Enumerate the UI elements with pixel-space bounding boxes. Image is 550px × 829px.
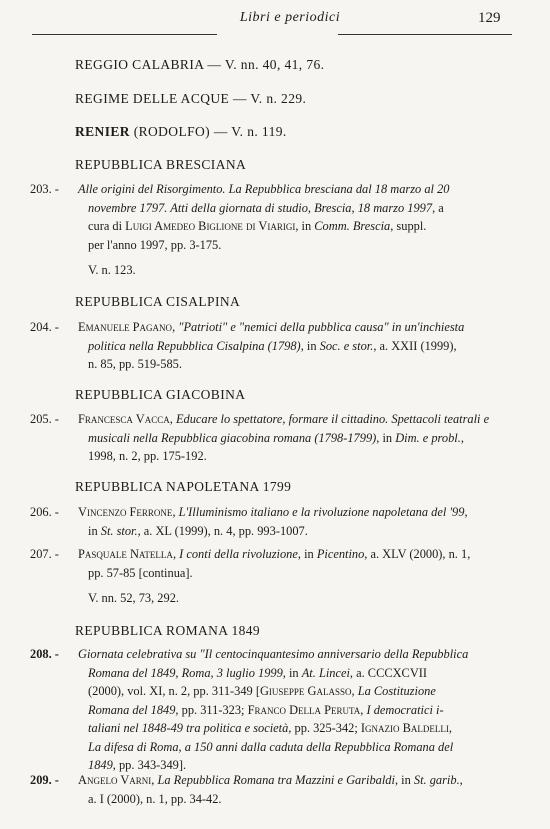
title-text: L'Illuminismo italiano e la rivoluzione napoletana del '99 [178, 505, 465, 519]
entry-number: 205. - [30, 412, 59, 426]
entry-text [78, 645, 508, 775]
entry-line [78, 564, 508, 583]
citation-text: , [464, 505, 468, 519]
citation-text: a. I (2000), n. 1, pp. 34-42. [88, 791, 222, 806]
entry-line [78, 682, 508, 701]
bibliography-entry [30, 503, 508, 540]
entry-number: 209. - [30, 773, 59, 787]
entry-line [78, 180, 508, 199]
title-text: La difesa di Roma, a 150 anni dalla caduta della Repubblica Romana del [88, 739, 454, 754]
author-name: Emanuele Pagano [78, 320, 173, 334]
page-number: 129 [478, 10, 501, 26]
entry-line [78, 545, 508, 564]
entry-text [78, 545, 508, 608]
entry-line [78, 199, 508, 218]
entry-line [78, 645, 508, 664]
header-rule-right [338, 34, 512, 35]
title-text: Dim. e probl. [395, 430, 461, 445]
title-text: Comm. Brescia [314, 219, 391, 233]
citation-text: , a. CCCXCVII [349, 665, 428, 680]
citation-text: , pp. 325-342; [288, 721, 361, 735]
author-name: Angelo Varni [78, 773, 152, 787]
citation-text: , in [376, 430, 396, 445]
entry-number: 207. - [30, 547, 59, 561]
entry-number: 206. - [30, 505, 59, 519]
entry-text [78, 771, 508, 808]
entry-line [78, 236, 508, 255]
crossref-term: REGIME DELLE ACQUE [75, 91, 230, 106]
section-heading: REPUBBLICA BRESCIANA [75, 157, 247, 172]
entry-number: 203. - [30, 182, 59, 196]
bibliography-entry [30, 771, 508, 808]
section-heading: REPUBBLICA CISALPINA [75, 294, 241, 309]
title-text: St. garib. [413, 773, 460, 787]
citation-text: , pp. 311-323; [175, 702, 248, 717]
citation-text: , [459, 773, 463, 787]
citation-text: , a. XL (1999), n. 4, pp. 993-1007. [137, 523, 308, 538]
citation-text: , [360, 702, 367, 717]
entry-line [78, 217, 508, 236]
citation-text: , in [282, 665, 302, 680]
title-text: La Costituzione [357, 684, 436, 698]
title-text: politica nella Repubblica Cisalpina (1798) [88, 338, 301, 353]
crossref-see: — V. nn. 40, 41, 76. [207, 57, 325, 72]
crossref-term: REGGIO CALABRIA [75, 57, 204, 72]
entry-line [78, 355, 508, 374]
citation-text: , [448, 721, 452, 735]
entry-text [78, 503, 508, 540]
entry-line [78, 522, 508, 541]
running-title: Libri e periodici [239, 10, 341, 25]
citation-text: in [88, 523, 101, 538]
title-text: Romana del 1849 [88, 702, 176, 717]
title-text: At. Lincei [301, 665, 350, 680]
entry-line [78, 337, 508, 356]
entry-line [78, 771, 508, 790]
section-heading: REPUBBLICA NAPOLETANA 1799 [75, 479, 292, 494]
title-text: taliani nel 1848-49 tra politica e società [88, 721, 289, 735]
entry-text [78, 410, 508, 466]
title-text: "Patrioti" e "nemici della pubblica causa" in un'inchiesta [178, 320, 465, 334]
citation-text: , a [432, 200, 444, 215]
entry-number: 208. - [30, 647, 59, 661]
bibliography-entry [30, 645, 508, 775]
citation-text: pp. 57-85 [continua]. [88, 565, 193, 580]
author-name: Vincenzo Ferrone [78, 505, 173, 519]
title-text: musicali nella Repubblica giacobina romana (1798-1799) [88, 430, 377, 445]
citation-text: , [151, 773, 158, 787]
citation-text: 1998, n. 2, pp. 175-192. [88, 449, 207, 463]
title-text: St. stor. [100, 523, 138, 538]
crossref-heading [75, 57, 324, 73]
title-text: Romana del 1849, Roma, 3 luglio 1999 [88, 665, 283, 680]
bibliography-entry [30, 410, 508, 466]
crossref-heading [75, 124, 287, 140]
citation-text: , a. XLV (2000), n. 1, [364, 547, 471, 561]
citation-text: , in [297, 547, 317, 561]
citation-text: , in [300, 338, 320, 353]
citation-text: , [351, 684, 358, 698]
crossref-see: — V. n. 229. [232, 91, 307, 106]
citation-text: , in [295, 219, 315, 233]
entry-line [78, 719, 508, 738]
section-heading: REPUBBLICA GIACOBINA [75, 387, 246, 402]
citation-text: , a. XXII (1999), [373, 338, 457, 353]
title-text: Soc. e stor. [319, 338, 374, 353]
see-also-reference: V. nn. 52, 73, 292. [88, 591, 179, 605]
header-rule-left [32, 34, 217, 35]
citation-text: , [172, 320, 179, 334]
bibliography-entry [30, 318, 508, 374]
title-text: 1849 [88, 758, 113, 772]
citation-text: , [460, 430, 464, 445]
title-text: I conti della rivoluzione [179, 547, 298, 561]
entry-line [78, 429, 508, 448]
author-name: Franco Della Peruta [247, 702, 361, 717]
author-name: Francesca Vacca [78, 412, 170, 426]
crossref-see: — V. n. 119. [213, 124, 287, 139]
crossref-term: RENIER [75, 124, 130, 139]
author-name: Giuseppe Galasso [259, 684, 352, 698]
entry-line [78, 503, 508, 522]
entry-text [78, 180, 508, 280]
title-text: Picentino [316, 547, 365, 561]
section-heading: REPUBBLICA ROMANA 1849 [75, 623, 261, 638]
entry-text [78, 318, 508, 374]
entry-line [78, 790, 508, 809]
citation-text: , in [394, 773, 414, 787]
title-text: Giornata celebrativa su "Il centocinquantesimo anniversario della Repubblica [78, 647, 469, 661]
crossref-heading [75, 91, 306, 107]
citation-text: , pp. 343-349]. [112, 758, 187, 772]
citation-text: , [169, 412, 176, 426]
citation-text: cura di [88, 219, 126, 233]
title-text: novembre 1797. Atti della giornata di studio, Brescia, 18 marzo 1997 [88, 200, 433, 215]
entry-line [78, 664, 508, 683]
author-name: Ignazio Baldelli [360, 721, 449, 735]
citation-text: , suppl. [390, 219, 427, 233]
author-name: Pasquale Natella [78, 547, 173, 561]
citation-text: (2000), vol. XI, n. 2, pp. 311-349 [ [88, 684, 260, 698]
bibliography-entry [30, 545, 508, 608]
entry-line [78, 738, 508, 757]
citation-text: , [172, 547, 180, 561]
author-name: Luigi Amedeo Biglione di Viarigi [125, 219, 296, 233]
entry-line [78, 447, 508, 466]
bibliography-entry [30, 180, 508, 280]
title-text: Alle origini del Risorgimento. La Repubblica bresciana dal 18 marzo al 20 [78, 182, 450, 196]
title-text: Educare lo spettatore, formare il cittadino. Spettacoli teatrali e [175, 412, 490, 426]
title-text: La Repubblica Romana tra Mazzini e Garibaldi [157, 773, 395, 787]
citation-text: , [172, 505, 179, 519]
entry-line [78, 410, 508, 429]
title-text: I democratici i- [366, 702, 444, 717]
entry-number: 204. - [30, 320, 59, 334]
entry-line [78, 318, 508, 337]
crossref-term-rest: (RODOLFO) [129, 124, 211, 139]
entry-line [78, 701, 508, 720]
citation-text: per l'anno 1997, pp. 3-175. [88, 237, 222, 252]
see-also-reference: V. n. 123. [88, 263, 136, 277]
citation-text: n. 85, pp. 519-585. [88, 357, 182, 371]
